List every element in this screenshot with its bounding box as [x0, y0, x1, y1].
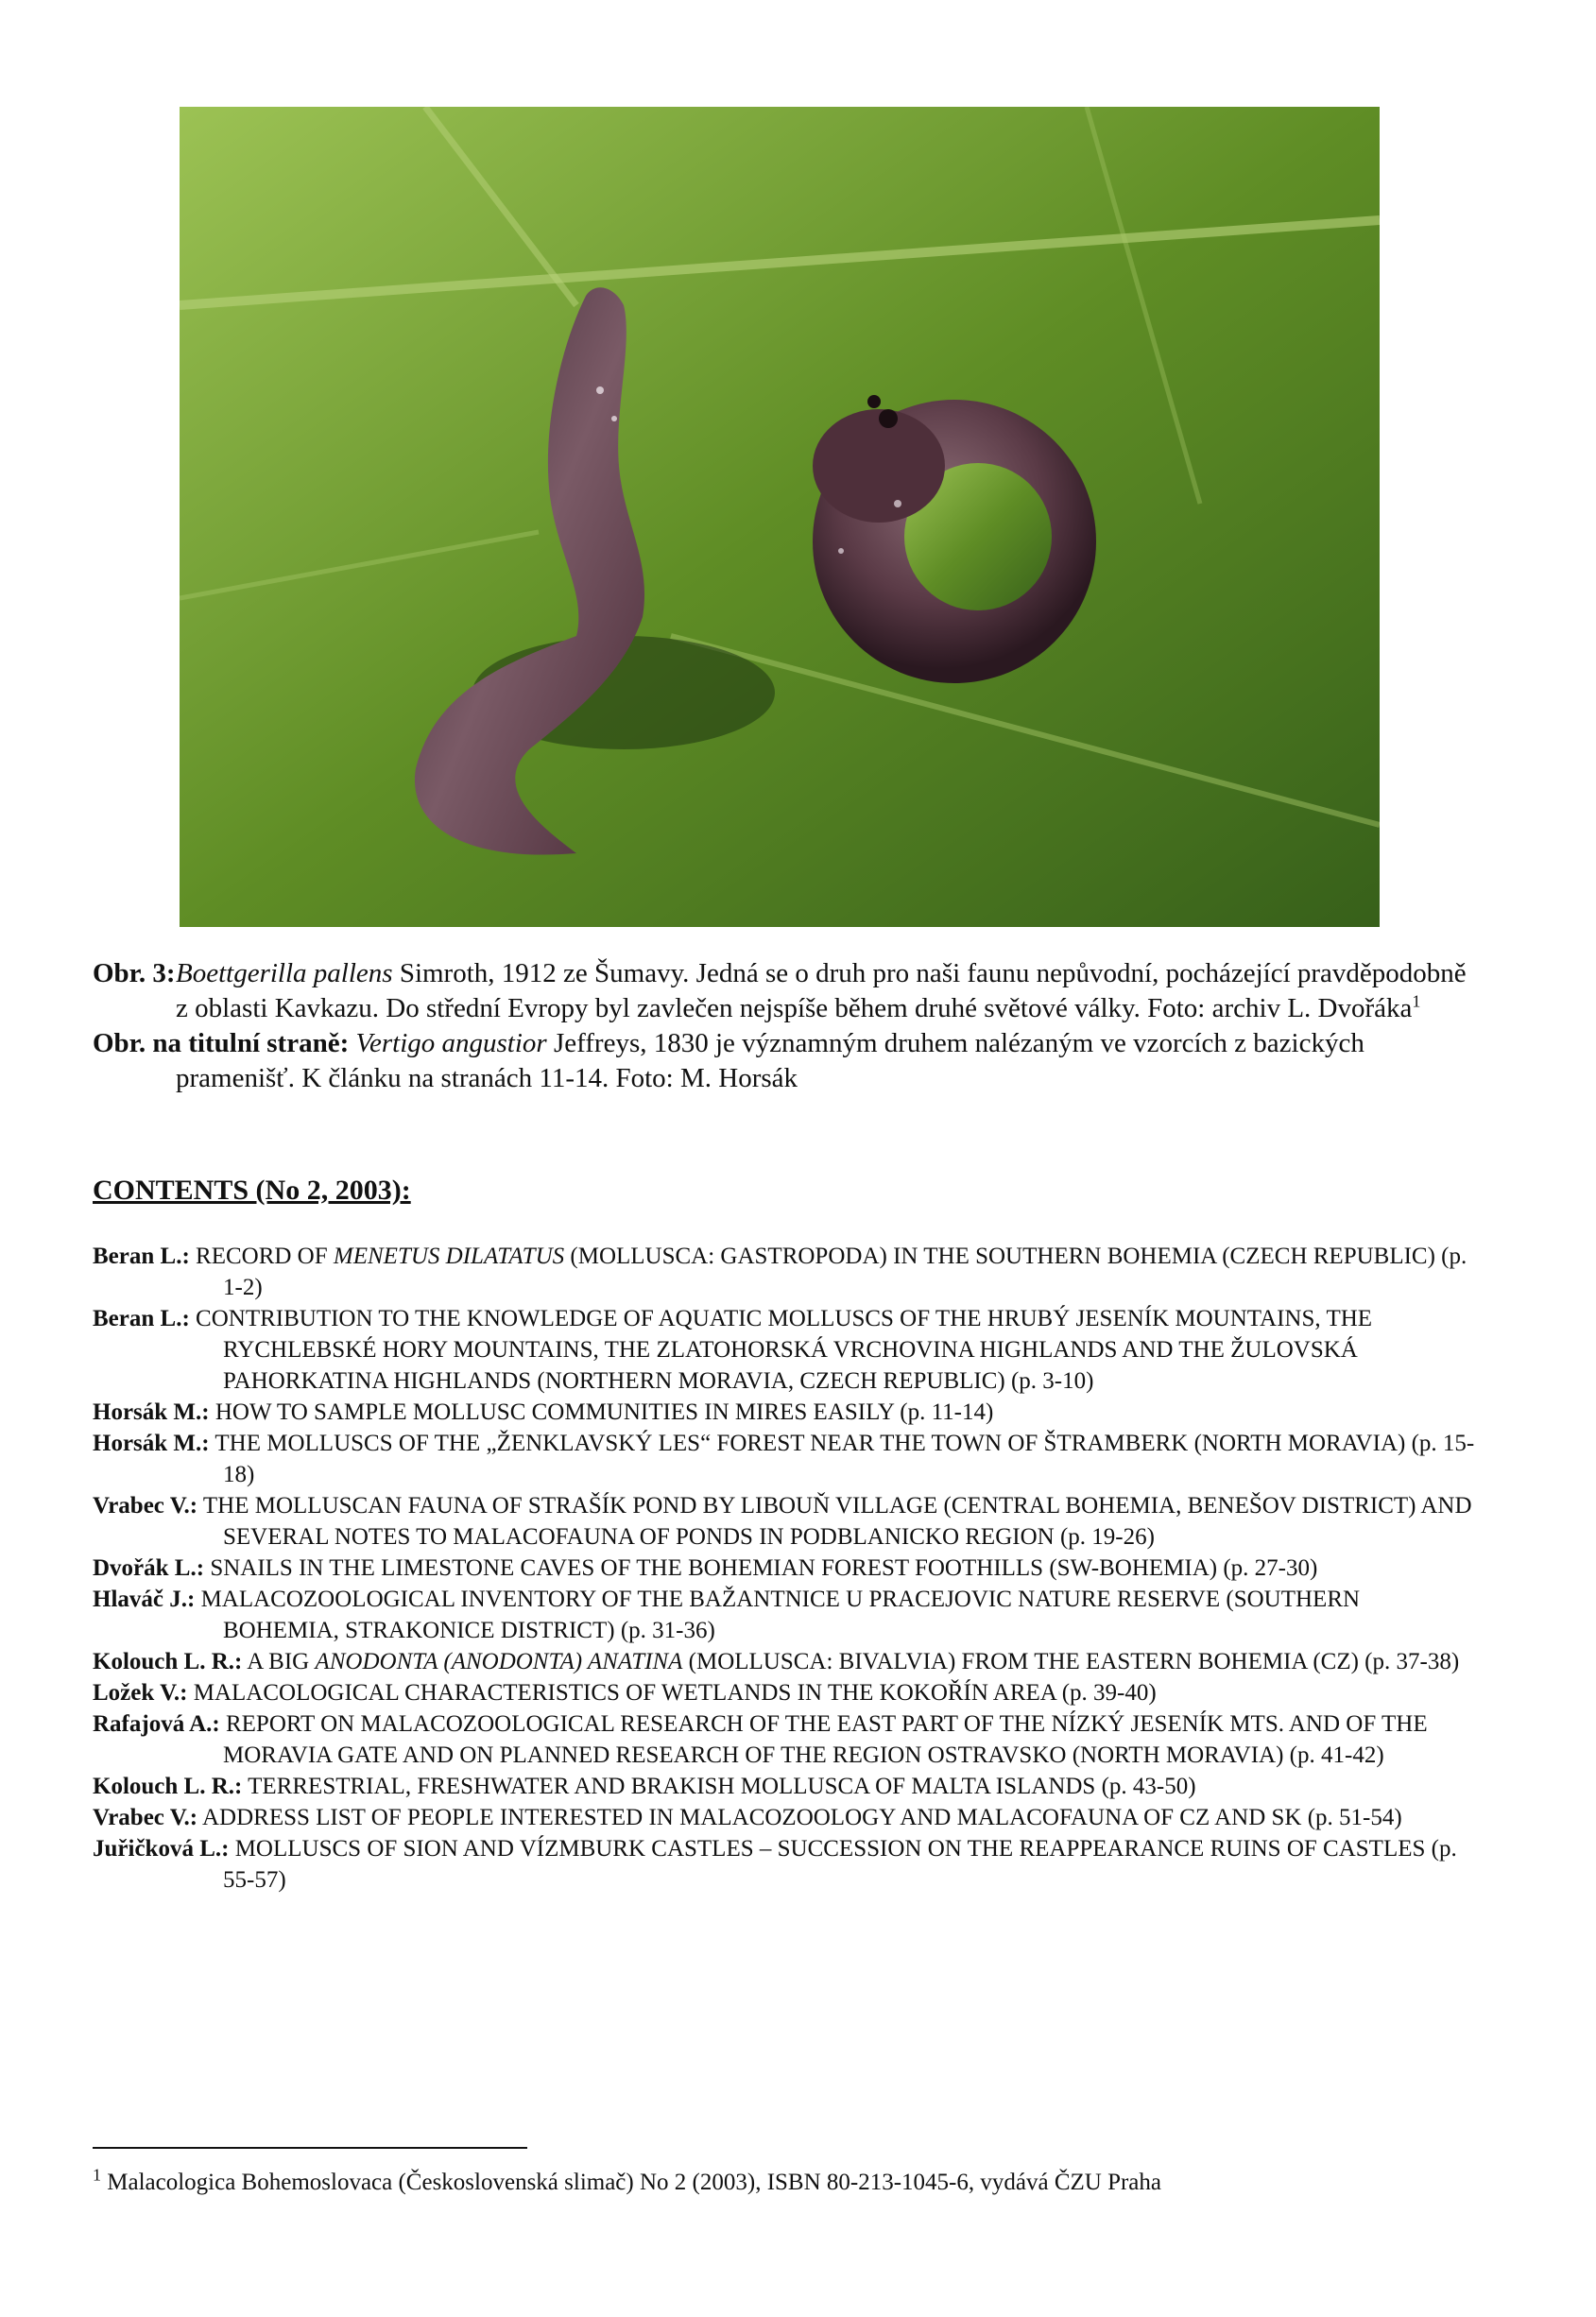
entry-title-rest: (MOLLUSCA: BIVALVIA) FROM THE EASTERN BOHEMIA (CZ) (p. 37-38) — [682, 1649, 1460, 1674]
entry-author: Rafajová A.: — [93, 1711, 220, 1737]
caption-label: Obr. na titulní straně: — [93, 1028, 350, 1058]
contents-entry — [93, 1303, 1482, 1397]
footnote-text: Malacologica Bohemoslovaca (Československá slimač) No 2 (2003), ISBN 80-213-1045-6, vydává ČZU Praha — [101, 2170, 1161, 2195]
contents-entry — [93, 1771, 1482, 1802]
contents-heading: CONTENTS (No 2, 2003): — [93, 1175, 411, 1206]
caption-obr-3 — [93, 956, 1472, 1026]
entry-author: Beran L.: — [93, 1244, 190, 1269]
entry-title: A BIG — [242, 1649, 316, 1674]
footnote-ref: 1 — [1412, 991, 1421, 1011]
contents-entry — [93, 1646, 1482, 1677]
contents-entry — [93, 1677, 1482, 1708]
caption-text: Jeffreys, 1830 je významným druhem nalézaným ve vzorcích z bazických pramenišť. K článku na stranách 11-14. Foto: M. Horsák — [176, 1028, 1364, 1093]
entry-author: Vrabec V.: — [93, 1805, 198, 1830]
entry-author: Dvořák L.: — [93, 1555, 205, 1581]
slug-photo — [180, 107, 1380, 927]
entry-title: TERRESTRIAL, FRESHWATER AND BRAKISH MOLLUSCA OF MALTA ISLANDS (p. 43-50) — [242, 1774, 1196, 1799]
entry-author: Horsák M.: — [93, 1431, 210, 1456]
entry-author: Hlaváč J.: — [93, 1587, 196, 1612]
entry-author: Horsák M.: — [93, 1399, 210, 1425]
entry-title: THE MOLLUSCAN FAUNA OF STRAŠÍK POND BY LIBOUŇ VILLAGE (CENTRAL BOHEMIA, BENEŠOV DISTRICT) AND SEVERAL NOTES TO MALACOFAUNA OF PONDS IN PODBLANICKO REGION (p. 19-26) — [197, 1493, 1472, 1550]
contents-entry — [93, 1833, 1482, 1896]
contents-entry — [93, 1428, 1482, 1490]
entry-title: ADDRESS LIST OF PEOPLE INTERESTED IN MALACOZOOLOGY AND MALACOFAUNA OF CZ AND SK (p. 51-54) — [197, 1805, 1402, 1830]
caption-text: Simroth, 1912 ze Šumavy. Jedná se o druh pro naši faunu nepůvodní, pocházející pravděpodobně z oblasti Kavkazu. Do střední Evropy byl zavlečen nejspíše během druhé světové války. Foto: archiv L. Dvořáka — [176, 958, 1467, 1023]
entry-title: MALACOZOOLOGICAL INVENTORY OF THE BAŽANTNICE U PRACEJOVIC NATURE RESERVE (SOUTHERN BOHEMIA, STRAKONICE DISTRICT) (p. 31-36) — [195, 1587, 1361, 1643]
slug-illustration — [180, 107, 1380, 927]
entry-title-italic: MENETUS DILATATUS — [333, 1244, 565, 1269]
entry-title: THE MOLLUSCS OF THE „ŽENKLAVSKÝ LES“ FOREST NEAR THE TOWN OF ŠTRAMBERK (NORTH MORAVIA) (p. 15-18) — [209, 1431, 1475, 1487]
contents-entry — [93, 1241, 1482, 1303]
entry-title-rest: (MOLLUSCA: GASTROPODA) IN THE SOUTHERN BOHEMIA (CZECH REPUBLIC) (p. 1-2) — [223, 1244, 1467, 1300]
figure-captions — [93, 956, 1472, 1096]
entry-title: MOLLUSCS OF SION AND VÍZMBURK CASTLES – SUCCESSION ON THE REAPPEARANCE RUINS OF CASTLES (p. 55-57) — [223, 1836, 1457, 1893]
entry-author: Kolouch L. R.: — [93, 1774, 243, 1799]
contents-entry — [93, 1802, 1482, 1833]
contents-entry — [93, 1708, 1482, 1771]
caption-species: Boettgerilla pallens — [176, 958, 393, 988]
entry-author: Ložek V.: — [93, 1680, 188, 1706]
entry-author: Kolouch L. R.: — [93, 1649, 243, 1674]
footnote-mark: 1 — [93, 2165, 101, 2185]
entry-title: HOW TO SAMPLE MOLLUSC COMMUNITIES IN MIRES EASILY (p. 11-14) — [209, 1399, 994, 1425]
entry-author: Vrabec V.: — [93, 1493, 198, 1519]
contents-entry — [93, 1397, 1482, 1428]
entry-title: MALACOLOGICAL CHARACTERISTICS OF WETLANDS IN THE KOKOŘÍN AREA (p. 39-40) — [187, 1680, 1157, 1706]
contents-entry — [93, 1490, 1482, 1553]
entry-title: RECORD OF — [189, 1244, 334, 1269]
contents-entry — [93, 1553, 1482, 1584]
entry-author: Juřičková L.: — [93, 1836, 230, 1862]
entry-title: CONTRIBUTION TO THE KNOWLEDGE OF AQUATIC MOLLUSCS OF THE HRUBÝ JESENÍK MOUNTAINS, THE RYCHLEBSKÉ HORY MOUNTAINS, THE ZLATOHORSKÁ VRCHOVINA HIGHLANDS AND THE ŽULOVSKÁ PAHORKATINA HIGHLANDS (NORTHERN MORAVIA, CZECH REPUBLIC) (p. 3-10) — [189, 1306, 1373, 1394]
caption-label: Obr. 3: — [93, 958, 176, 988]
contents-entry — [93, 1584, 1482, 1646]
caption-species: Vertigo angustior — [355, 1028, 547, 1058]
footnote-divider — [93, 2147, 527, 2149]
contents-list — [93, 1241, 1482, 1896]
entry-title: REPORT ON MALACOZOOLOGICAL RESEARCH OF THE EAST PART OF THE NÍZKÝ JESENÍK MTS. AND OF THE MORAVIA GATE AND ON PLANNED RESEARCH OF THE REGION OSTRAVSKO (NORTH MORAVIA) (p. 41-42) — [219, 1711, 1428, 1768]
entry-title: SNAILS IN THE LIMESTONE CAVES OF THE BOHEMIAN FOREST FOOTHILLS (SW-BOHEMIA) (p. 27-30) — [204, 1555, 1318, 1581]
footnote — [93, 2165, 1161, 2197]
entry-title-italic: ANODONTA (ANODONTA) ANATINA — [315, 1649, 683, 1674]
caption-title-page — [93, 1026, 1472, 1096]
entry-author: Beran L.: — [93, 1306, 190, 1331]
